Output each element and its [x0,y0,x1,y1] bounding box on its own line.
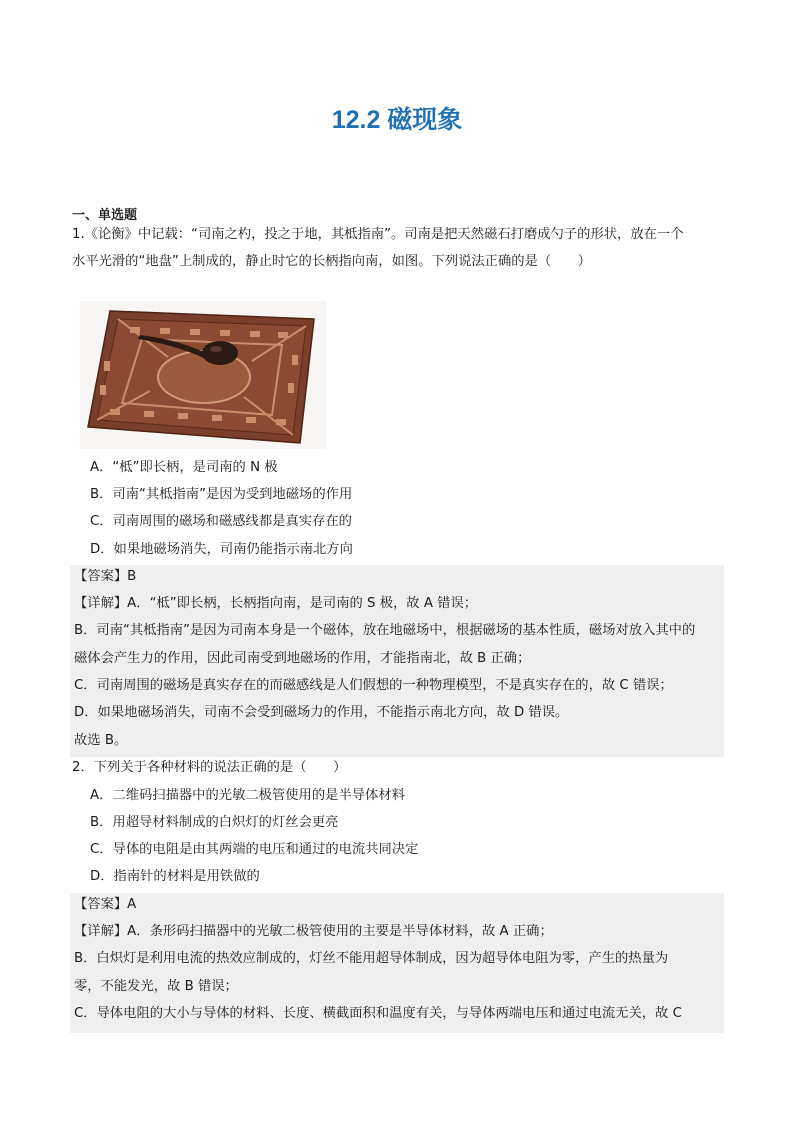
q1-explanation-line: 【详解】A．“柢”即长柄，长柄指向南，是司南的 S 极，故 A 错误； [74,596,478,611]
q1-explanation-line: B．司南“其柢指南”是因为司南本身是一个磁体，放在地磁场中，根据磁场的基本性质，磁场对放入其中的 [74,623,696,638]
q1-stem-line2: 水平光滑的“地盘”上制成的，静止时它的长柄指向南，如图。下列说法正确的是（ ） [72,254,592,269]
q2-option-d: D．指南针的材料是用铁做的 [90,869,260,884]
q1-option-b: B．司南“其柢指南”是因为受到地磁场的作用 [90,487,353,502]
q1-explanation-line: 故选 B。 [74,733,128,748]
q2-option-c: C．导体的电阻是由其两端的电压和通过的电流共同决定 [90,842,419,857]
q1-explanation-line: D．如果地磁场消失，司南不会受到磁场力的作用，不能指示南北方向，故 D 错误。 [74,705,569,720]
section-heading: 一、单选题 [72,208,138,223]
q1-option-a: A．“柢”即长柄，是司南的 N 极 [90,460,278,475]
q2-explanation-line: B．白炽灯是利用电流的热效应制成的，灯丝不能用超导体制成，因为超导体电阻为零，产生的热量为 [74,951,669,966]
q2-explanation-line: 【详解】A．条形码扫描器中的光敏二极管使用的主要是半导体材料，故 A 正确； [74,924,553,939]
q2-explanation-line: C．导体电阻的大小与导体的材料、长度、横截面积和温度有关，与导体两端电压和通过电流无关，故 C [74,1006,682,1021]
sinan-compass-illustration [80,301,326,449]
q1-explanation-line: C．司南周围的磁场是真实存在的而磁感线是人们假想的一种物理模型，不是真实存在的，故 C 错误； [74,678,673,693]
q2-answer: 【答案】A [74,897,137,912]
q2-explanation-line: 零，不能发光，故 B 错误； [74,979,238,994]
q1-explanation-line: 磁体会产生力的作用，因此司南受到地磁场的作用，才能指南北，故 B 正确； [74,651,531,666]
page-title: 12.2 磁现象 [331,106,463,134]
sinan-compass-image [80,301,326,449]
q2-stem: 2．下列关于各种材料的说法正确的是（ ） [72,760,347,775]
q2-option-b: B．用超导材料制成的白炽灯的灯丝会更亮 [90,815,339,830]
q1-option-d: D．如果地磁场消失，司南仍能指示南北方向 [90,542,353,557]
q1-option-c: C．司南周围的磁场和磁感线都是真实存在的 [90,514,352,529]
q2-option-a: A．二维码扫描器中的光敏二极管使用的是半导体材料 [90,788,405,803]
q1-answer: 【答案】B [74,569,137,584]
q1-stem-line1: 1.《论衡》中记载：“司南之杓，投之于地，其柢指南”。司南是把天然磁石打磨成勺子的形状，放在一个 [72,227,684,242]
